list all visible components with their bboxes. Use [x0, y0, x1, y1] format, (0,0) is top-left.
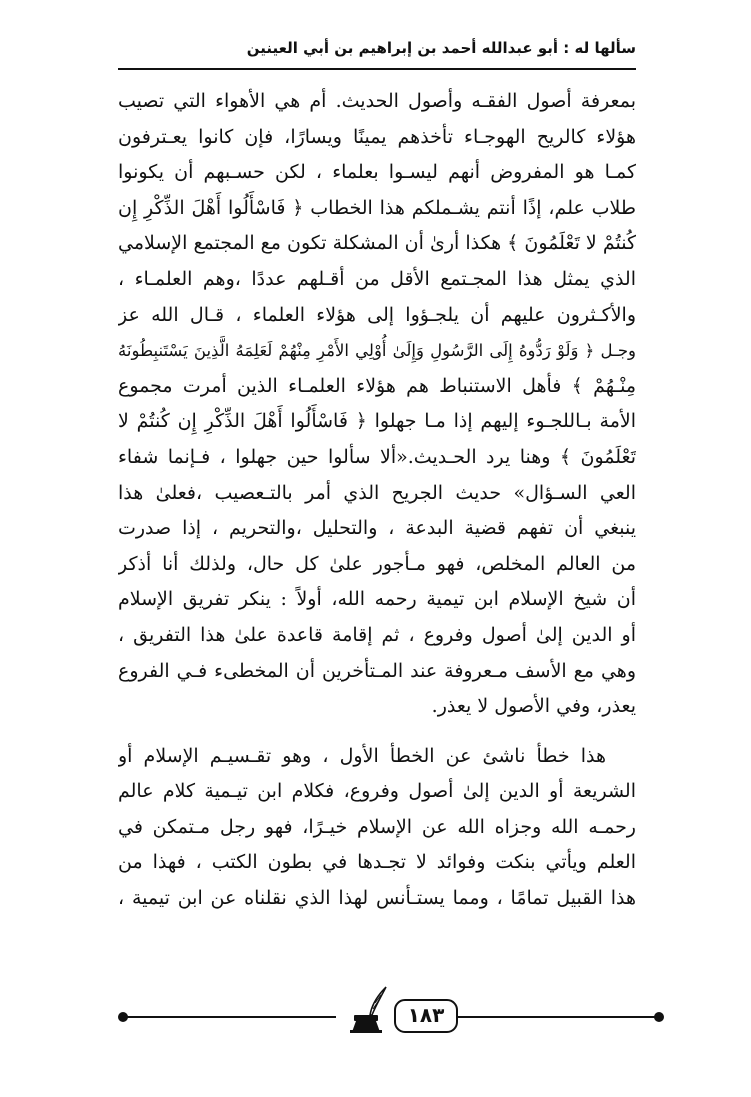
- text-line: يعذر، وفي الأصول لا يعذر.: [431, 695, 636, 718]
- running-header: سألها له : أبو عبدالله أحمد بن إبراهيم بن أبي العينين: [246, 39, 636, 57]
- text-line: العي السـؤال» حديث الجريح الذي أمر بالتـعصيب ،فعلىٰ هذا: [118, 481, 636, 504]
- text-line: من العالم المخلص، فهو مـأجور علىٰ كل حال، ولذلك أنا أذكر: [118, 552, 636, 575]
- header-divider: [118, 68, 636, 70]
- text-line: مِنْـهُمْ ﴾ فأهل الاستنباط هم هؤلاء العلمـاء الذين أمرت مجموع: [118, 374, 636, 397]
- text-line: أن شيخ الإسلام ابن تيمية رحمه الله، أولاً : ينكر تفريق الإسلام: [118, 588, 636, 611]
- paragraph-gap: [118, 725, 636, 739]
- text-line: هذا القبيل تمامًا ، ومما يستـأنس لهذا الذي نقلناه عن ابن تيمية ،: [118, 887, 636, 910]
- text-line: كُنتُمْ لا تَعْلَمُونَ ﴾ هكذا أرىٰ أن المشكلة تكون مع المجتمع الإسلامي: [118, 232, 636, 255]
- text-line: وهي مع الأسف مـعروفة عند المـتأخرين أن المخطىء فـي الفروع: [118, 659, 636, 682]
- inkwell-quill-icon: [348, 985, 388, 1033]
- text-line: هؤلاء كالريح الهوجـاء تأخذهم يمينًا ويسارًا، فإن كانوا يعـترفون: [118, 125, 636, 148]
- text-line: والأكـثرون عليهم أن يلجـؤوا إلى هؤلاء العلماء ، قـال الله عز: [118, 303, 636, 326]
- text-line: كمـا هو المفروض أنهم ليسـوا بعلماء ، لكن حسـبهم أن يكونوا: [118, 161, 636, 184]
- text-line: بمعرفة أصول الفقـه وأصول الحديث. أم هي الأهواء التي تصيب: [118, 90, 636, 112]
- footer-dot-right: [654, 1012, 664, 1022]
- text-line: رحمـه الله وجزاه الله عن الإسلام خيـرًا، فهو رجل مـتمكن في: [118, 815, 636, 838]
- text-line: الأمة بـاللجـوء إليهم إذا مـا جهلوا ﴿ فَاسْأَلُوا أَهْلَ الذِّكْرِ إِن كُنتُمْ لا: [118, 410, 636, 433]
- text-line: العلم ويأتي بنكت وفوائد لا تجـدها في بطون الكتب ، فهذا من: [118, 851, 636, 874]
- paragraph-1: [118, 84, 636, 725]
- footer-rule-right: [458, 1016, 658, 1018]
- page-footer: [118, 985, 666, 1055]
- text-line: الذي يمثل هذا المجـتمع الأقل من أقـلهم عددًا ،وهم العلمـاء ،: [118, 267, 636, 290]
- page-number: ١٨٣: [394, 999, 458, 1033]
- text-line: وجـل ﴿ وَلَوْ رَدُّوهُ إِلَى الرَّسُولِ وَإِلَىٰ أُوْلِي الأَمْرِ مِنْهُمْ لَعَلِمَهُ الَّذِينَ يَسْتَنبِطُونَهُ: [118, 341, 636, 361]
- page-body: [118, 84, 636, 917]
- paragraph-2: [118, 739, 636, 917]
- footer-rule-left: [126, 1016, 336, 1018]
- text-line: الشريعة أو الدين إلىٰ أصول وفروع، فكلام ابن تيـمية كلام عالم: [118, 780, 636, 803]
- text-line: أو الدين إلىٰ أصول وفروع ، ثم إقامة قاعدة علىٰ هذا التفريق ،: [118, 623, 636, 646]
- text-line: ينبغي أن تفهم قضية البدعة ، والتحليل ،والتحريم ، إذا صدرت: [118, 517, 636, 540]
- text-line: طلاب علم، إذًا أنتم يشـملكم هذا الخطاب ﴿ فَاسْأَلُوا أَهْلَ الذِّكْرِ إِن: [118, 196, 636, 219]
- text-line: تَعْلَمُونَ ﴾ وهنا يرد الحـديث.«ألا سألوا حين جهلوا ، فـإنما شفاء: [118, 445, 636, 468]
- text-line: هذا خطأ ناشئ عن الخطأ الأول ، وهو تقـسيـم الإسلام أو: [118, 744, 606, 767]
